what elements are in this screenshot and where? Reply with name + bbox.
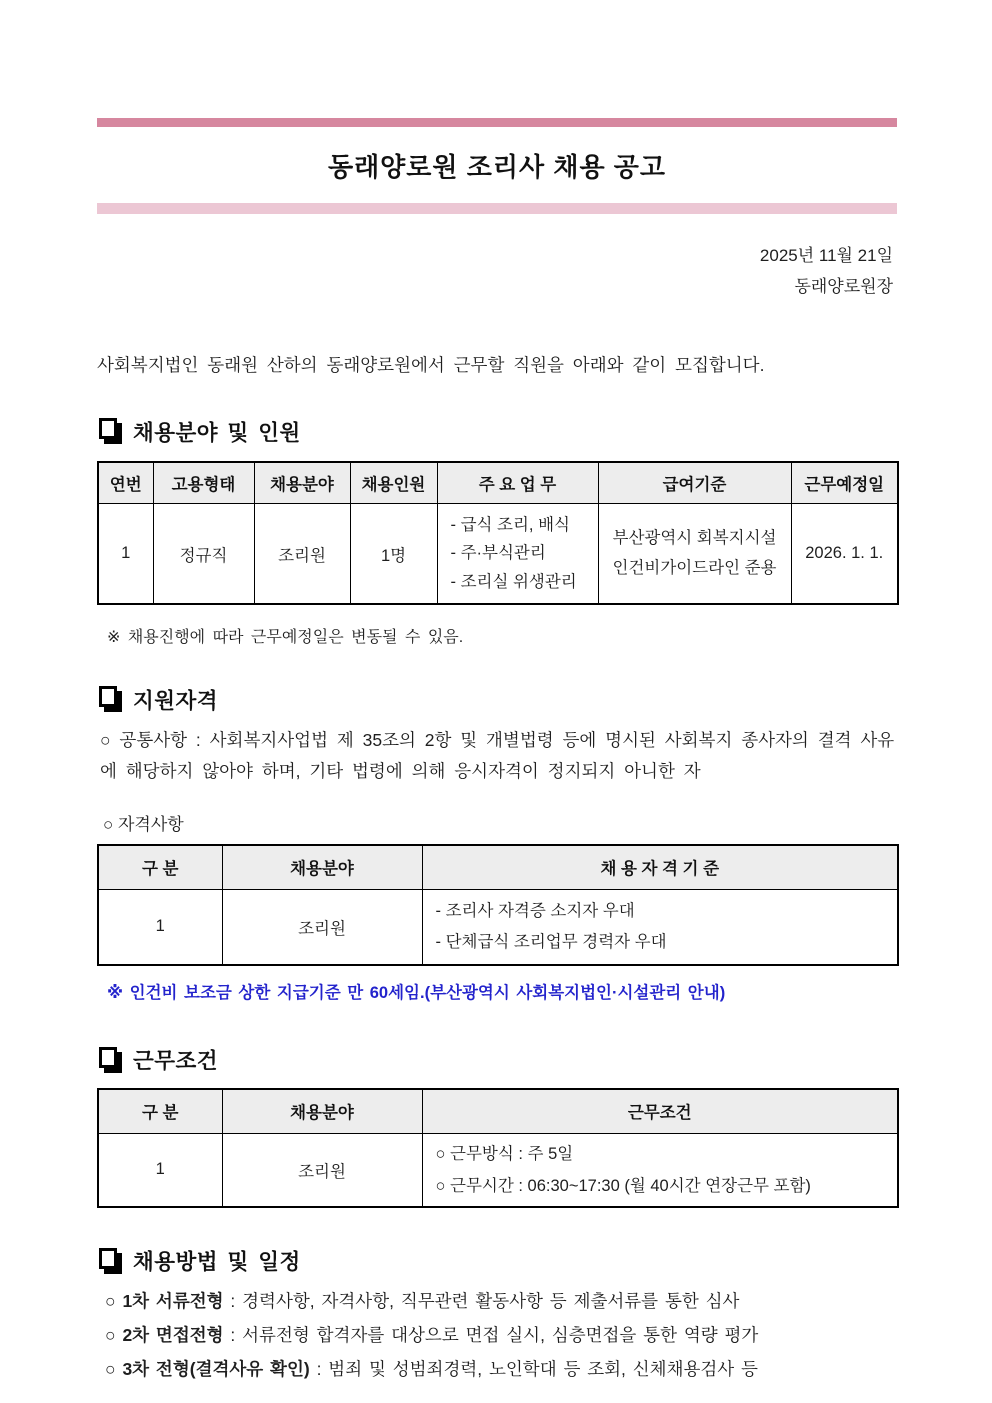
section-header-recruit-field [97, 416, 897, 447]
cell-main-duties [437, 504, 598, 604]
square-bullet-icon [99, 686, 117, 707]
section-title-process: 채용방법 및 일정 [133, 1250, 301, 1275]
cell-field: 조리원 [222, 889, 422, 965]
work-conditions-table [97, 1088, 899, 1208]
step-bullet: ○ [105, 1291, 123, 1312]
condition-line: ○ 근무시간 : 06:30~17:30 (월 40시간 연장근무 포함) [435, 1176, 811, 1195]
page-title: 동래양로원 조리사 채용 공고 [327, 152, 667, 182]
qualification-note-blue: ※ 인건비 보조금 상한 지급기준 만 60세임.(부산광역시 사회복지법인·시설관리 안내) [107, 984, 726, 1003]
qualification-common-text: ○ 공통사항 : 사회복지사업법 제 35조의 2항 및 개별법령 등에 명시된 사회복지 종사자의 결격 사유에 해당하지 않아야 하며, 기타 법령에 의해 응시자격이 정지되지 아니한 자 [100, 729, 895, 782]
section-title-work-conditions: 근무조건 [133, 1049, 219, 1074]
step-text: : 경력사항, 자격사항, 직무관련 활동사항 등 제출서류를 통한 심사 [223, 1291, 740, 1312]
square-bullet-icon [99, 1047, 117, 1068]
step-label: 3차 전형(결격사유 확인) [122, 1359, 310, 1380]
recruit-table-header-row [98, 462, 898, 504]
section-title-recruit-field: 채용분야 및 인원 [133, 420, 301, 445]
salary-line: 인건비가이드라인 준용 [612, 558, 777, 577]
step-bullet: ○ [105, 1359, 123, 1380]
step-text: : 서류전형 합격자를 대상으로 면접 실시, 심층면접을 통한 역량 평가 [223, 1325, 759, 1346]
step-label: 1차 서류전형 [122, 1291, 224, 1312]
section-header-work-conditions [97, 1044, 897, 1075]
qualification-detail-label: ○ 자격사항 [103, 815, 184, 835]
th-headcount: 채용인원 [350, 462, 437, 504]
section-title-qualification: 지원자격 [133, 688, 219, 713]
process-step-3 [105, 1353, 897, 1387]
recruit-table-row [98, 504, 898, 604]
section-header-process [97, 1245, 897, 1276]
duty-line: - 조리실 위생관리 [450, 572, 577, 591]
cell-headcount: 1명 [350, 504, 437, 604]
th-salary-basis: 급여기준 [598, 462, 791, 504]
th-field: 채용분야 [222, 845, 422, 889]
th-criteria: 채 용 자 격 기 준 [422, 845, 898, 889]
cell-start-date: 2026. 1. 1. [791, 504, 898, 604]
qualification-table [97, 844, 899, 966]
duty-line: - 주·부식관리 [450, 544, 546, 563]
document-date: 2025년 11월 21일 [759, 246, 893, 265]
section-header-qualification [97, 684, 897, 715]
th-field: 채용분야 [222, 1089, 422, 1133]
th-conditions: 근무조건 [422, 1089, 898, 1133]
th-seq: 연번 [98, 462, 153, 504]
cell-conditions [422, 1133, 898, 1207]
th-employment-type: 고용형태 [153, 462, 254, 504]
cell-field: 조리원 [222, 1133, 422, 1207]
cell-field: 조리원 [254, 504, 350, 604]
step-bullet: ○ [105, 1325, 123, 1346]
work-conditions-table-row [98, 1133, 898, 1207]
th-division: 구 분 [98, 1089, 222, 1133]
criteria-line: - 조리사 자격증 소지자 우대 [435, 901, 635, 920]
qualification-table-header-row [98, 845, 898, 889]
title-bar-top [97, 118, 897, 127]
cell-division: 1 [98, 889, 222, 965]
document-author: 동래양로원장 [794, 277, 893, 297]
cell-criteria [422, 889, 898, 965]
work-conditions-table-header-row [98, 1089, 898, 1133]
title-bar-bottom [97, 203, 897, 214]
recruit-table [97, 461, 899, 605]
salary-line: 부산광역시 회복지시설 [612, 528, 777, 547]
date-block [97, 240, 897, 303]
process-step-1 [105, 1285, 897, 1319]
cell-salary-basis [598, 504, 791, 604]
duty-line: - 급식 조리, 배식 [450, 516, 570, 535]
cell-seq: 1 [98, 504, 153, 604]
cell-division: 1 [98, 1133, 222, 1207]
condition-line: ○ 근무방식 : 주 5일 [435, 1144, 574, 1163]
th-main-duties: 주 요 업 무 [437, 462, 598, 504]
square-bullet-icon [99, 1248, 117, 1269]
th-field: 채용분야 [254, 462, 350, 504]
process-list [97, 1285, 897, 1387]
th-start-date: 근무예정일 [791, 462, 898, 504]
cell-employment-type: 정규직 [153, 504, 254, 604]
recruit-table-note: ※ 채용진행에 따라 근무예정일은 변동될 수 있음. [107, 628, 464, 646]
criteria-line: - 단체급식 조리업무 경력자 우대 [435, 932, 667, 951]
step-label: 2차 면접전형 [122, 1325, 224, 1346]
square-bullet-icon [99, 418, 117, 439]
step-text: : 범죄 및 성범죄경력, 노인학대 등 조회, 신체채용검사 등 [309, 1359, 758, 1380]
intro-text: 사회복지법인 동래원 산하의 동래양로원에서 근무할 직원을 아래와 같이 모집합니다. [97, 354, 765, 375]
qualification-table-row [98, 889, 898, 965]
th-division: 구 분 [98, 845, 222, 889]
process-step-2 [105, 1319, 897, 1353]
